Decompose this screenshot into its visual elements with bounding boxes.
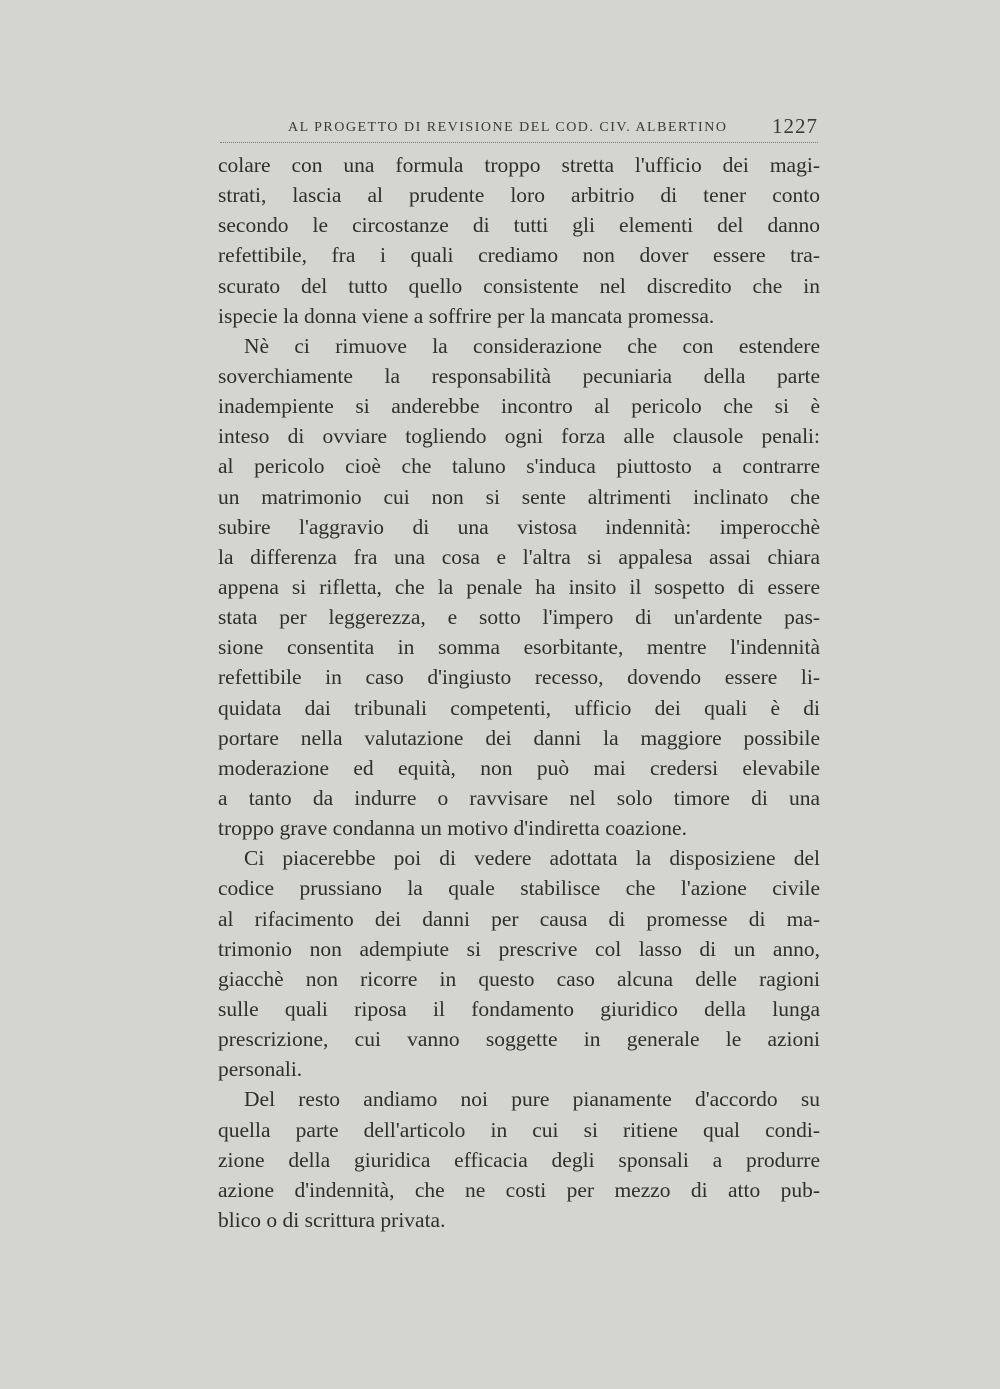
text-line: un matrimonio cui non si sente altrimenti inclinato che — [218, 484, 820, 509]
text-line: quidata dai tribunali competenti, ufficio dei quali è di — [218, 695, 820, 720]
text-line: al pericolo cioè che taluno s'induca piuttosto a contrarre — [218, 454, 820, 479]
text-line: secondo le circostanze di tutti gli elementi del danno — [218, 213, 820, 238]
text-line: trimonio non adempiute si prescrive col lasso di un anno, — [218, 936, 820, 961]
text-line: prescrizione, cui vanno soggette in generale le azioni — [218, 1027, 820, 1052]
text-line: subire l'aggravio di una vistosa indennità: imperocchè — [218, 514, 820, 539]
text-line: refettibile, fra i quali crediamo non dover essere tra- — [218, 243, 820, 268]
text-line: sione consentita in somma esorbitante, mentre l'indennità — [218, 635, 820, 660]
text-line: strati, lascia al prudente loro arbitrio di tener conto — [218, 183, 820, 208]
page-number: 1227 — [772, 114, 818, 138]
text-line: la differenza fra una cosa e l'altra si appalesa assai chiara — [218, 544, 820, 569]
header-divider — [220, 142, 818, 143]
text-line: troppo grave condanna un motivo d'indiretta coazione. — [218, 816, 687, 841]
text-line: stata per leggerezza, e sotto l'impero di un'ardente pas- — [218, 605, 820, 630]
text-line: sulle quali riposa il fondamento giuridico della lunga — [218, 996, 820, 1021]
text-line: codice prussiano la quale stabilisce che l'azione civile — [218, 876, 820, 901]
text-line: zione della giuridica efficacia degli sponsali a produrre — [218, 1147, 820, 1172]
text-line: azione d'indennità, che ne costi per mezzo di atto pub- — [218, 1177, 820, 1202]
text-line: Nè ci rimuove la considerazione che con estendere — [244, 333, 820, 358]
text-line: appena si rifletta, che la penale ha insito il sospetto di essere — [218, 574, 820, 599]
body-text — [218, 150, 820, 1235]
running-head: AL PROGETTO DI REVISIONE DEL COD. CIV. ALBERTINO — [288, 120, 728, 135]
text-line: inteso di ovviare togliendo ogni forza alle clausole penali: — [218, 424, 820, 449]
text-line: quella parte dell'articolo in cui si ritiene qual condi- — [218, 1117, 820, 1142]
text-line: blico o di scrittura privata. — [218, 1207, 446, 1232]
text-line: refettibile in caso d'ingiusto recesso, dovendo essere li- — [218, 665, 820, 690]
text-line: inadempiente si anderebbe incontro al pericolo che si è — [218, 394, 820, 419]
text-line: scurato del tutto quello consistente nel discredito che in — [218, 273, 820, 298]
text-line: Ci piacerebbe poi di vedere adottata la disposiziene del — [244, 846, 820, 871]
text-line: a tanto da indurre o ravvisare nel solo timore di una — [218, 785, 820, 810]
text-line: colare con una formula troppo stretta l'ufficio dei magi- — [218, 153, 820, 177]
text-line: giacchè non ricorre in questo caso alcuna delle ragioni — [218, 966, 820, 991]
text-line: ispecie la donna viene a soffrire per la mancata promessa. — [218, 303, 715, 328]
text-line: portare nella valutazione dei danni la maggiore possibile — [218, 725, 820, 750]
text-line: soverchiamente la responsabilità pecuniaria della parte — [218, 363, 820, 388]
text-line: moderazione ed equità, non può mai credersi elevabile — [218, 755, 820, 780]
page-header — [218, 114, 818, 140]
text-line: al rifacimento dei danni per causa di promesse di ma- — [218, 906, 820, 931]
text-line: Del resto andiamo noi pure pianamente d'accordo su — [244, 1087, 820, 1112]
text-line: personali. — [218, 1057, 303, 1082]
